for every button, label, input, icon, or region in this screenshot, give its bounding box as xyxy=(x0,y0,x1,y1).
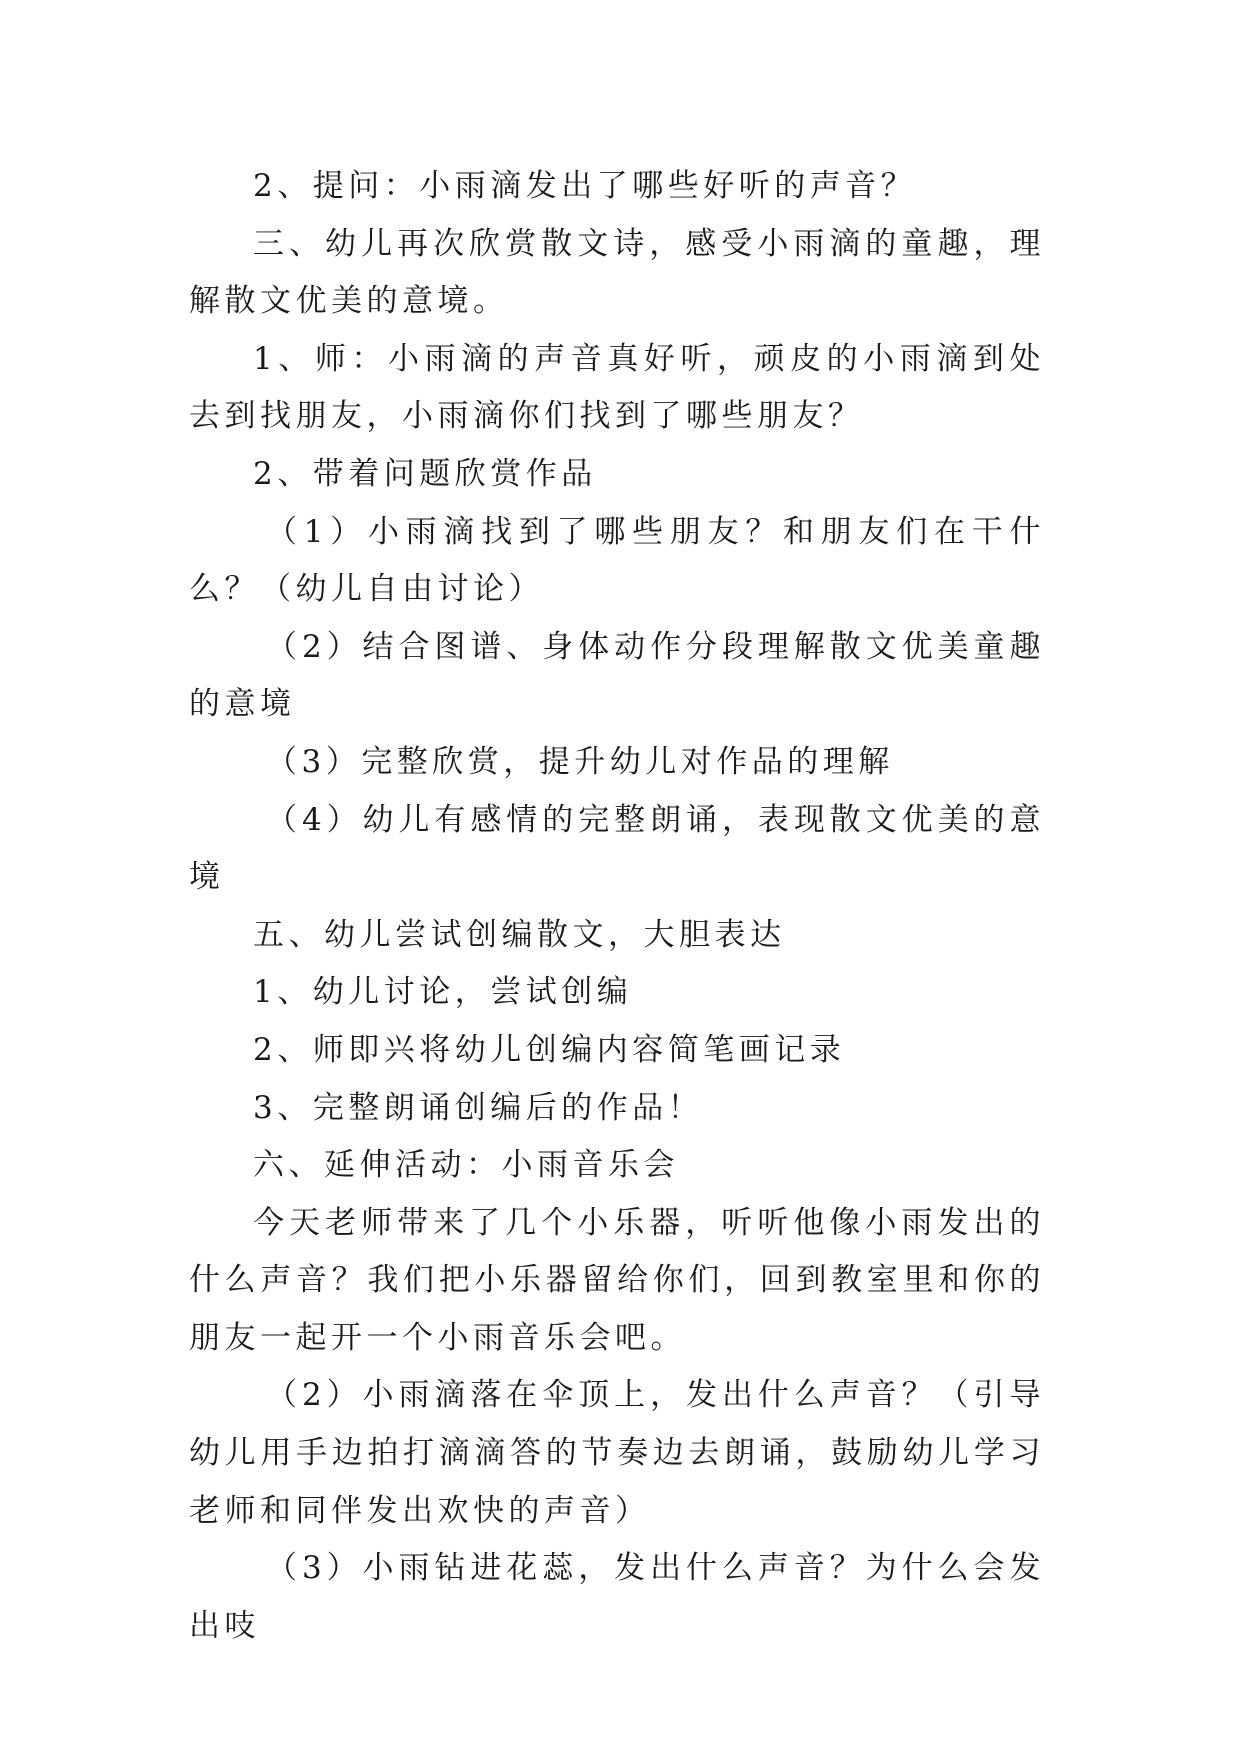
paragraph-flower: （3）小雨钻进花蕊，发出什么声音？为什么会发出吱 xyxy=(189,1550,1045,1644)
document-body xyxy=(189,158,1045,1655)
paragraph-extension: 今天老师带来了几个小乐器，听听他像小雨发出的什么声音？我们把小乐器留给你们，回到教室里和你的朋友一起开一个小雨音乐会吧。 xyxy=(189,1204,1045,1356)
paragraph-section-5: 五、幼儿尝试创编散文，大胆表达 xyxy=(253,916,786,953)
paragraph-question-2: 2、提问：小雨滴发出了哪些好听的声音？ xyxy=(253,168,917,204)
paragraph-teacher-1: 1、师：小雨滴的声音真好听，顽皮的小雨滴到处去到找朋友，小雨滴你们找到了哪些朋友？ xyxy=(189,340,1045,435)
paragraph-step-5-2: 2、师即兴将幼儿创编内容简笔画记录 xyxy=(253,1031,846,1068)
paragraph-sub-1: （1）小雨滴找到了哪些朋友？和朋友们在干什么？（幼儿自由讨论） xyxy=(189,513,1045,608)
paragraph-step-5-1: 1、幼儿讨论，尝试创编 xyxy=(253,974,633,1011)
paragraph-section-6: 六、延伸活动：小雨音乐会 xyxy=(253,1147,679,1184)
paragraph-sub-4: （4）幼儿有感情的完整朗诵，表现散文优美的意境 xyxy=(189,801,1045,896)
paragraph-sub-2: （2）结合图谱、身体动作分段理解散文优美童趣的意境 xyxy=(189,628,1045,723)
paragraph-step-2: 2、带着问题欣赏作品 xyxy=(253,455,597,492)
paragraph-umbrella: （2）小雨滴落在伞顶上，发出什么声音？（引导幼儿用手边拍打滴滴答的节奏边去朗诵，鼓励幼儿学习老师和同伴发出欢快的声音） xyxy=(189,1377,1045,1529)
paragraph-sub-3: （3）完整欣赏，提升幼儿对作品的理解 xyxy=(266,743,894,780)
paragraph-section-3: 三、幼儿再次欣赏散文诗，感受小雨滴的童趣，理解散文优美的意境。 xyxy=(189,225,1045,320)
paragraph-step-5-3: 3、完整朗诵创编后的作品！ xyxy=(253,1089,704,1126)
